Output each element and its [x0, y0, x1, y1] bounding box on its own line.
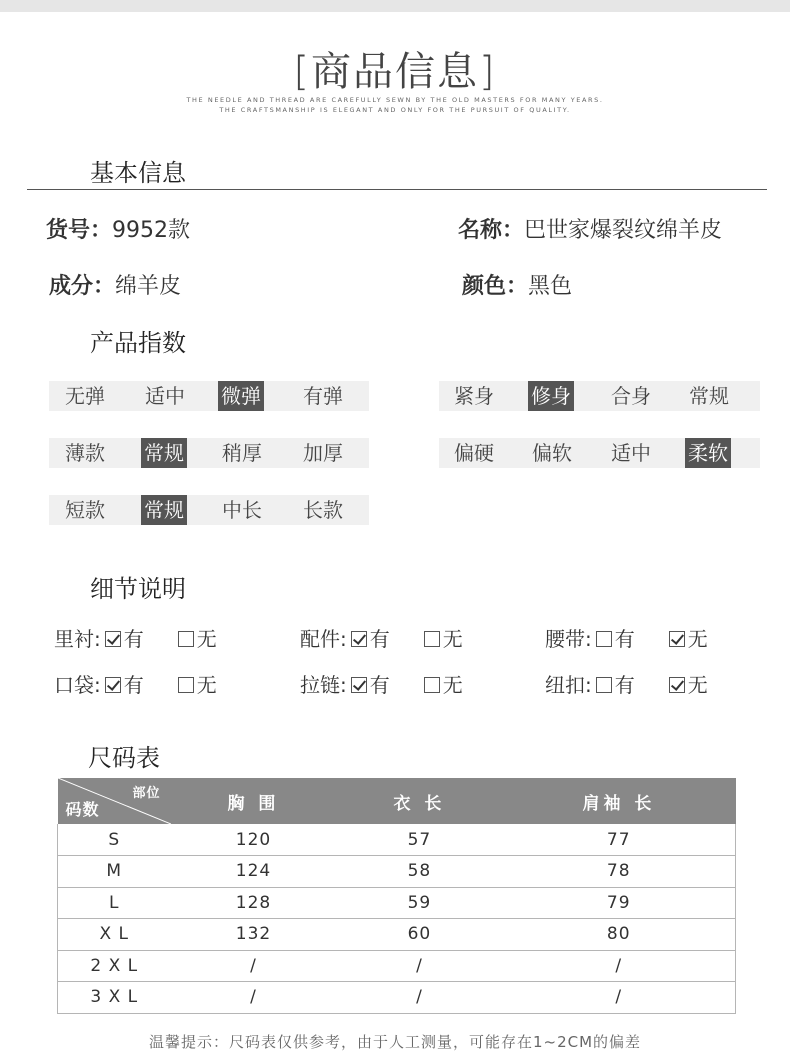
- checkbox-empty-icon: [424, 677, 440, 693]
- sleeve-cell: 80: [502, 919, 735, 951]
- elasticity-option: 无弹: [65, 384, 105, 408]
- product-index-heading: 产品指数: [90, 329, 186, 357]
- pocket-label: 口袋:: [54, 673, 101, 697]
- yes-label: 有: [123, 627, 144, 651]
- size-table: [57, 778, 736, 1014]
- yes-label: 有: [614, 627, 635, 651]
- yes-label: 有: [369, 673, 390, 697]
- length-bar: [49, 495, 369, 525]
- length-option: 短款: [65, 498, 105, 522]
- sleeve-cell: /: [502, 950, 735, 982]
- chest-cell: 128: [171, 887, 337, 919]
- length-cell: 57: [336, 824, 502, 856]
- sleeve-cell: 78: [502, 856, 735, 888]
- corner-part-label: 部位: [132, 786, 161, 801]
- details-heading: 细节说明: [90, 575, 186, 603]
- size-note: 温馨提示：尺码表仅供参考，由于人工测量，可能存在1~2CM的偏差: [148, 1033, 642, 1051]
- basic-info-heading: 基本信息: [90, 159, 186, 187]
- page-title: [商品信息]: [293, 49, 497, 95]
- thickness-option: 薄款: [65, 441, 105, 465]
- belt-row: [545, 623, 708, 652]
- fit-option: 合身: [611, 384, 651, 408]
- thickness-option: 稍厚: [222, 441, 262, 465]
- page-subtitle-line1: THE NEEDLE AND THREAD ARE CAREFULLY SEWN BY THE OLD MASTERS FOR MANY YEARS.: [186, 96, 604, 104]
- lining-label: 里衬:: [54, 627, 101, 651]
- checkbox-empty-icon: [178, 677, 194, 693]
- chest-cell: 120: [171, 824, 337, 856]
- softness-option: 偏硬: [454, 441, 494, 465]
- length-cell: 58: [336, 856, 502, 888]
- table-row: [58, 950, 736, 982]
- lining-row: [54, 623, 217, 652]
- page-subtitle-line2: THE CRAFTSMANSHIP IS ELEGANT AND ONLY FOR THE PURSUIT OF QUALITY.: [219, 106, 571, 114]
- sleeve-cell: 79: [502, 887, 735, 919]
- color-label: 颜色：: [462, 274, 529, 299]
- fit-option-selected: 修身: [528, 381, 574, 411]
- material-label: 成分：: [49, 274, 116, 299]
- chest-cell: /: [171, 982, 337, 1014]
- length-cell: 59: [336, 887, 502, 919]
- softness-bar: [439, 438, 760, 468]
- yes-label: 有: [123, 673, 144, 697]
- size-cell: 2 X L: [58, 950, 171, 982]
- checkbox-checked-icon: [105, 631, 121, 647]
- table-row: [58, 856, 736, 888]
- size-cell: 3 X L: [58, 982, 171, 1014]
- length-cell: /: [336, 982, 502, 1014]
- elasticity-bar: [49, 381, 369, 411]
- chest-cell: 124: [171, 856, 337, 888]
- item-number-label: 货号：: [46, 218, 113, 243]
- no-label: 无: [196, 627, 217, 651]
- accessory-row: [300, 623, 463, 652]
- size-cell: L: [58, 887, 171, 919]
- fit-bar: [439, 381, 760, 411]
- yes-label: 有: [369, 627, 390, 651]
- size-chart-heading: 尺码表: [88, 744, 160, 772]
- chest-cell: /: [171, 950, 337, 982]
- checkbox-checked-icon: [669, 677, 685, 693]
- no-label: 无: [196, 673, 217, 697]
- checkbox-empty-icon: [424, 631, 440, 647]
- length-option-selected: 常规: [141, 495, 187, 525]
- color-row: [462, 269, 572, 300]
- color-value: 黑色: [528, 274, 573, 299]
- size-cell: X L: [58, 919, 171, 951]
- elasticity-option: 适中: [145, 384, 185, 408]
- chest-cell: 132: [171, 919, 337, 951]
- table-row: [58, 887, 736, 919]
- softness-option-selected: 柔软: [685, 438, 731, 468]
- length-cell: 60: [336, 919, 502, 951]
- size-table-corner: [58, 778, 171, 824]
- item-number-value: 9952款: [112, 218, 191, 243]
- no-label: 无: [442, 673, 463, 697]
- zipper-row: [300, 669, 463, 698]
- checkbox-checked-icon: [351, 677, 367, 693]
- material-row: [49, 269, 181, 300]
- sleeve-cell: /: [502, 982, 735, 1014]
- softness-option: 适中: [611, 441, 651, 465]
- header-length: 衣 长: [336, 778, 502, 824]
- material-value: 绵羊皮: [115, 274, 182, 299]
- size-cell: S: [58, 824, 171, 856]
- checkbox-empty-icon: [596, 631, 612, 647]
- size-table-header: [58, 778, 736, 824]
- checkbox-checked-icon: [351, 631, 367, 647]
- checkbox-empty-icon: [596, 677, 612, 693]
- thickness-option-selected: 常规: [141, 438, 187, 468]
- fit-option: 常规: [689, 384, 729, 408]
- product-name-value: 巴世家爆裂纹绵羊皮: [524, 218, 723, 243]
- no-label: 无: [687, 627, 708, 651]
- yes-label: 有: [614, 673, 635, 697]
- corner-size-label: 码数: [65, 800, 100, 819]
- top-band: [0, 0, 790, 12]
- belt-label: 腰带:: [545, 627, 592, 651]
- product-name-label: 名称：: [458, 218, 525, 243]
- table-row: [58, 982, 736, 1014]
- no-label: 无: [687, 673, 708, 697]
- softness-option: 偏软: [532, 441, 572, 465]
- header-chest: 胸 围: [171, 778, 337, 824]
- pocket-row: [54, 669, 217, 698]
- length-cell: /: [336, 950, 502, 982]
- table-row: [58, 824, 736, 856]
- accessory-label: 配件:: [300, 627, 347, 651]
- header-sleeve: 肩袖 长: [502, 778, 735, 824]
- product-name-row: [458, 213, 722, 244]
- checkbox-checked-icon: [669, 631, 685, 647]
- elasticity-option: 有弹: [303, 384, 343, 408]
- checkbox-empty-icon: [178, 631, 194, 647]
- checkbox-checked-icon: [105, 677, 121, 693]
- item-number-row: [46, 213, 190, 244]
- button-row: [545, 669, 708, 698]
- length-option: 中长: [222, 498, 262, 522]
- thickness-bar: [49, 438, 369, 468]
- elasticity-option-selected: 微弹: [218, 381, 264, 411]
- zipper-label: 拉链:: [300, 673, 347, 697]
- sleeve-cell: 77: [502, 824, 735, 856]
- divider: [27, 189, 767, 190]
- size-cell: M: [58, 856, 171, 888]
- table-row: [58, 919, 736, 951]
- thickness-option: 加厚: [303, 441, 343, 465]
- no-label: 无: [442, 627, 463, 651]
- button-label: 纽扣:: [545, 673, 592, 697]
- length-option: 长款: [303, 498, 343, 522]
- fit-option: 紧身: [454, 384, 494, 408]
